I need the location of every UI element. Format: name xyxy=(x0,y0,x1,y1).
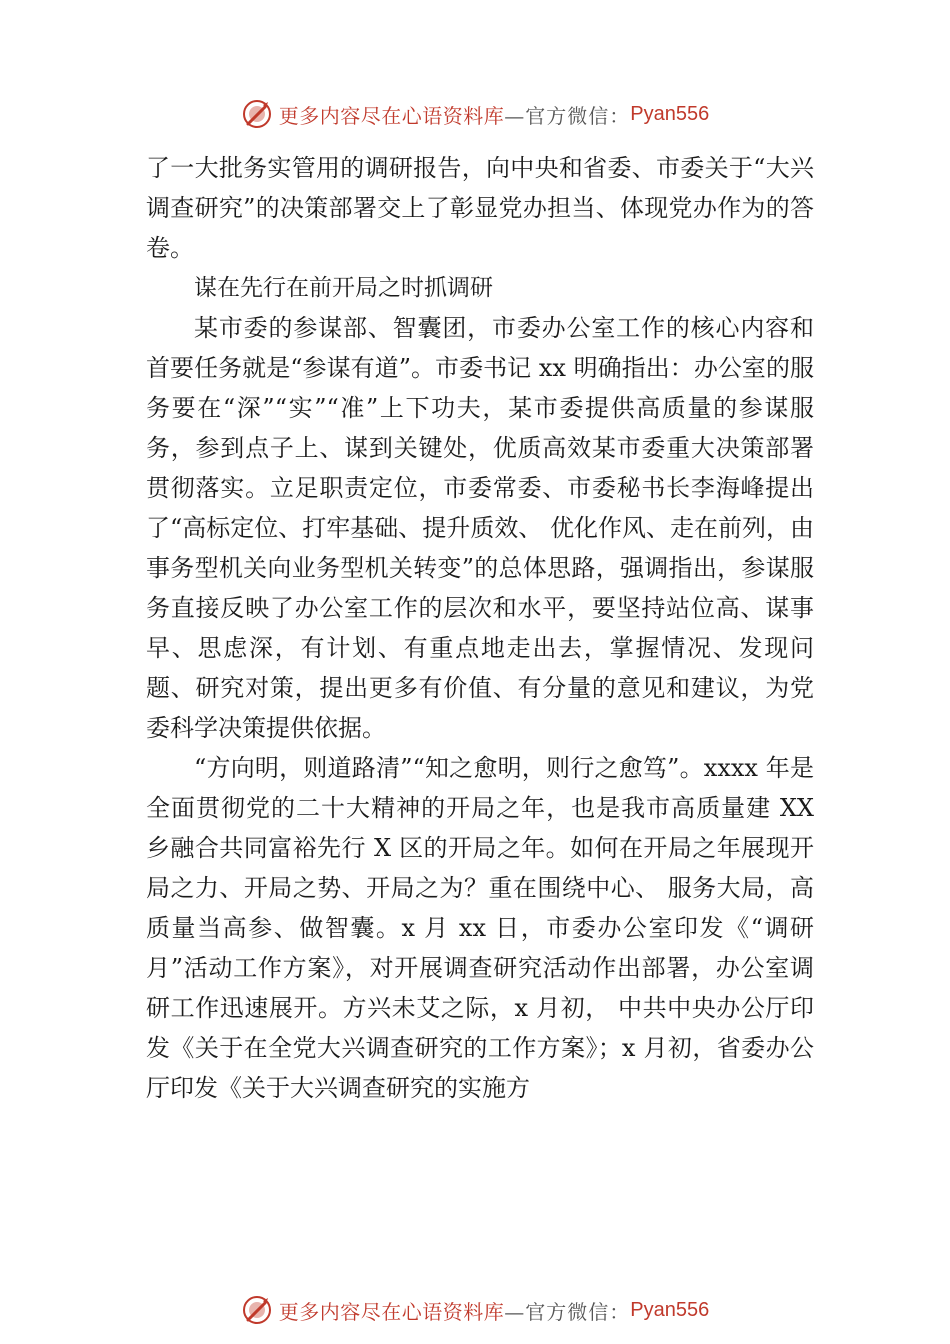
banner-dash-label: —官方微信： xyxy=(504,103,631,128)
footer-site-text: 更多内容尽在心语资料库 xyxy=(278,1299,505,1324)
footer-dash-label: —官方微信： xyxy=(504,1299,631,1324)
document-body xyxy=(146,148,814,1108)
paragraph: 某市委的参谋部、智囊团，市委办公室工作的核心内容和首要任务就是“参谋有道”。市委书记 xx 明确指出：办公室的服务要在“深”“实”“准”上下功夫，某市委提供高质量的参谋服务，参到点子上、谋到关键处，优质高效某市委重大决策部署贯彻落实。立足职责定位，市委常委、市委秘书长李海峰提出了“高标定位、打牢基础、提升质效、 优化作风、走在前列，由事务型机关向业务型机关转变”的总体思路，强调指出，参谋服务直接反映了办公室工作的层次和水平，要坚持站位高、谋事早、思虑深，有计划、有重点地走出去，掌握情况、发现问题、研究对策，提出更多有价值、有分量的意见和建议，为党委科学决策提供依据。 xyxy=(146,314,814,742)
footer-banner xyxy=(0,1290,950,1330)
header-banner xyxy=(0,94,950,134)
section-heading: 谋在先行在前开局之时抓调研 xyxy=(194,275,493,301)
banner-site-text: 更多内容尽在心语资料库 xyxy=(278,103,505,128)
paragraph: “方向明，则道路清”“知之愈明，则行之愈笃”。xxxx 年是全面贯彻党的二十大精神的开局之年，也是我市高质量建 XX 乡融合共同富裕先行 X 区的开局之年。如何在开局之年展现开局之力、开局之势、开局之为？重在围绕中心、 服务大局，高质量当高参、做智囊。x 月 xx 日，市委办公室印发《“调研月”活动工作方案》，对开展调查研究活动作出部署，办公室调研工作迅速展开。方兴未艾之际，x 月初， 中共中央办公厅印发《关于在全党大兴调查研究的工作方案》；x 月初，省委办公厅印发《关于大兴调查研究的实施方 xyxy=(146,754,814,1102)
banner-wechat-id: Pyan556 xyxy=(630,102,710,125)
paragraph-continuation: 了一大批务实管用的调研报告，向中央和省委、市委关于“大兴调查研究”的决策部署交上了彰显党办担当、体现党办作为的答卷。 xyxy=(146,154,814,262)
brush-logo-icon xyxy=(241,98,273,130)
footer-wechat-id: Pyan556 xyxy=(630,1298,710,1321)
brush-logo-icon xyxy=(241,1294,273,1326)
